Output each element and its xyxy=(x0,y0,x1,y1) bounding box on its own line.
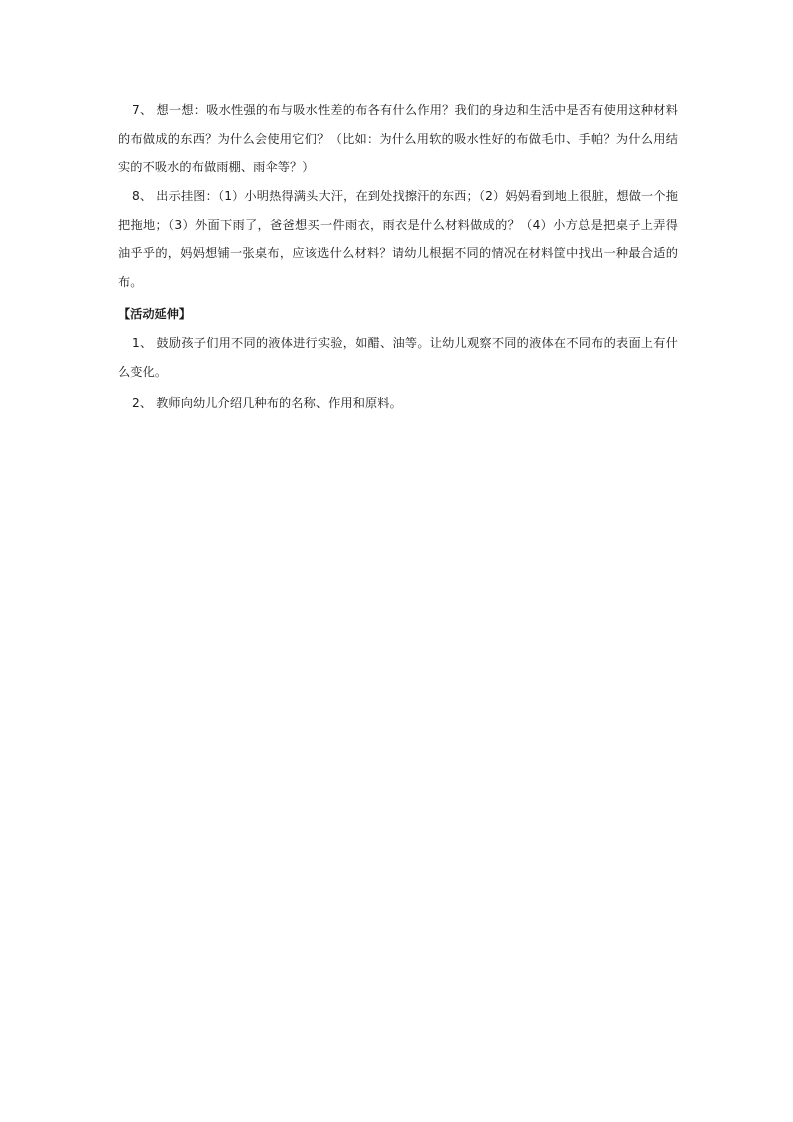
activity-extension-heading: 【活动延伸】 xyxy=(118,307,192,321)
extension-item-1: 1、 鼓励孩子们用不同的液体进行实验，如醋、油等。让幼儿观察不同的液体在不同布的表面上有什么变化。 xyxy=(118,336,678,379)
extension-item-2: 2、 教师向幼儿介绍几种布的名称、作用和原料。 xyxy=(132,396,402,410)
step-7-paragraph: 7、 想一想：吸水性强的布与吸水性差的布各有什么作用？我们的身边和生活中是否有使用这种材料的布做成的东西？为什么会使用它们？（比如：为什么用软的吸水性好的布做毛巾、手帕？为什么用结实的不吸水的布做雨棚、雨伞等？） xyxy=(118,103,678,175)
step-8-paragraph: 8、 出示挂图：（1）小明热得满头大汗，在到处找擦汗的东西；（2）妈妈看到地上很脏，想做一个拖把拖地；（3）外面下雨了，爸爸想买一件雨衣，雨衣是什么材料做成的？（4）小方总是把桌子上弄得油乎乎的，妈妈想铺一张桌布，应该选什么材料？请幼儿根据不同的情况在材料筐中找出一种最合适的布。 xyxy=(118,189,678,289)
